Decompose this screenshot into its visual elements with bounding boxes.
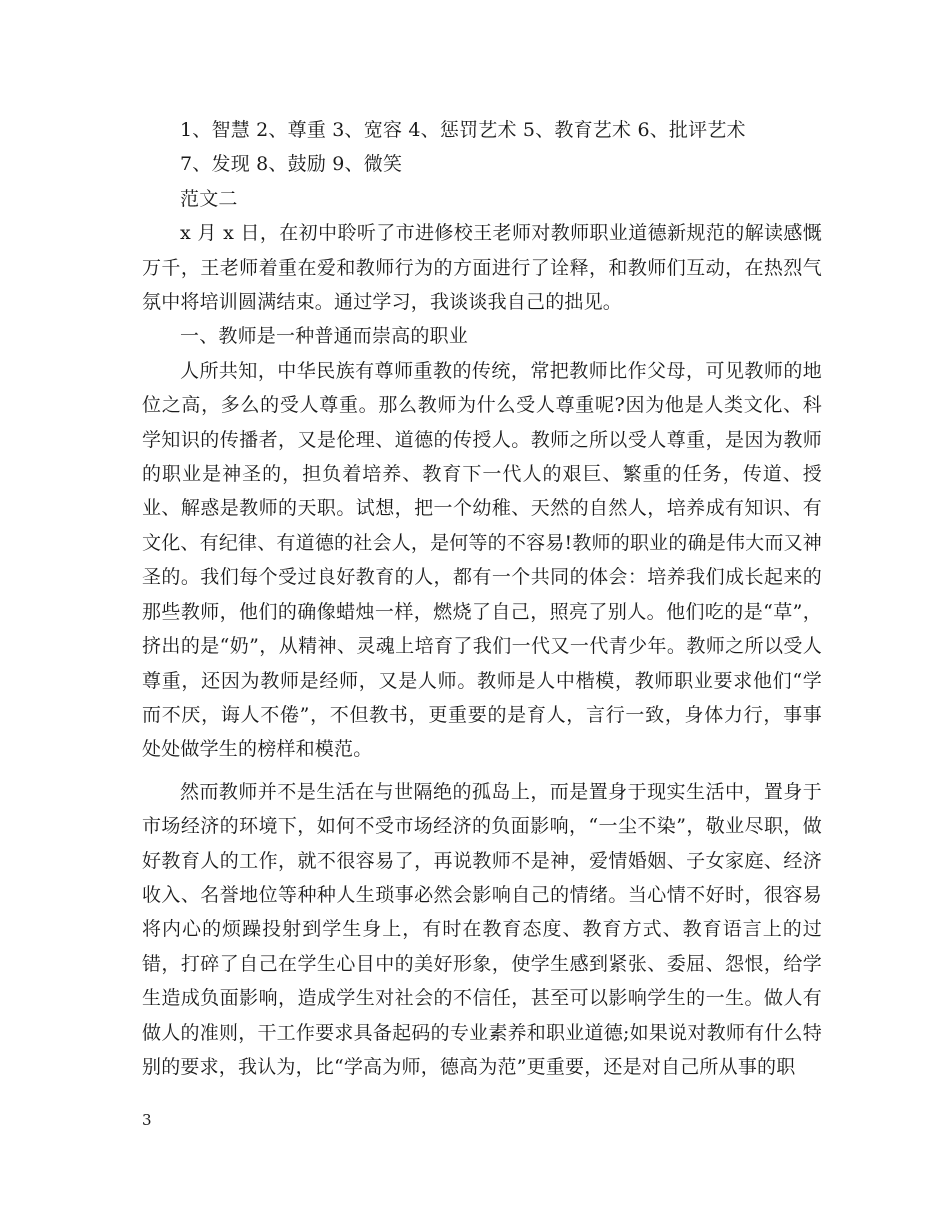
list-line-2: 7、发现 8、鼓励 9、微笑	[180, 153, 403, 176]
section-heading-1: 一、教师是一种普通而崇高的职业	[180, 325, 469, 348]
list-line-1: 1、智慧 2、尊重 3、宽容 4、惩罚艺术 5、教育艺术 6、批评艺术	[180, 119, 746, 141]
body-paragraph-2: 然而教师并不是生活在与世隔绝的孤岛上，而是置身于现实生活中，置身于市场经济的环境下，如何不受市场经济的负面影响，“一尘不染”，敬业尽职，做好教育人的工作，就不很容易了，再说教师不是神，爱情婚姻、子女家庭、经济收入、名誉地位等种种人生琐事必然会影响自己的情绪。当心情不好时，很容易将内心的烦躁投射到学生身上，有时在教育态度、教育方式、教育语言上的过错，打碎了自己在学生心目中的美好形象，使学生感到紧张、委屈、怨恨，给学生造成负面影响，造成学生对社会的不信任，甚至可以影响学生的一生。做人有做人的准则，干工作要求具备起码的专业素养和职业道德;如果说对教师有什么特别的要求，我认为，比“学高为师，德高为范”更重要，还是对自己所从事的职	[142, 780, 822, 1078]
page-number: 3	[142, 1111, 152, 1129]
body-paragraph-1: 人所共知，中华民族有尊师重教的传统，常把教师比作父母，可见教师的地位之高，多么的受人尊重。那么教师为什么受人尊重呢?因为他是人类文化、科学知识的传播者，又是伦理、道德的传授人。教师之所以受人尊重，是因为教师的职业是神圣的，担负着培养、教育下一代人的艰巨、繁重的任务，传道、授业、解惑是教师的天职。试想，把一个幼稚、天然的自然人，培养成有知识、有文化、有纪律、有道德的社会人，是何等的不容易!教师的职业的确是伟大而又神圣的。我们每个受过良好教育的人，都有一个共同的体会：培养我们成长起来的那些教师，他们的确像蜡烛一样，燃烧了自己，照亮了别人。他们吃的是“草”，挤出的是“奶”，从精神、灵魂上培育了我们一代又一代青少年。教师之所以受人尊重，还因为教师是经师，又是人师。教师是人中楷模，教师职业要求他们“学而不厌，诲人不倦”，不但教书，更重要的是育人，言行一致，身体力行，事事处处做学生的榜样和模范。	[142, 359, 822, 761]
section-title-sample-2: 范文二	[180, 187, 238, 210]
intro-paragraph: x 月 x 日，在初中聆听了市进修校王老师对教师职业道德新规范的解读感慨万千，王老师着重在爱和教师行为的方面进行了诠释，和教师们互动，在热烈气氛中将培训圆满结束。通过学习，我谈谈我自己的拙见。	[142, 222, 822, 314]
document-body	[142, 113, 822, 1084]
